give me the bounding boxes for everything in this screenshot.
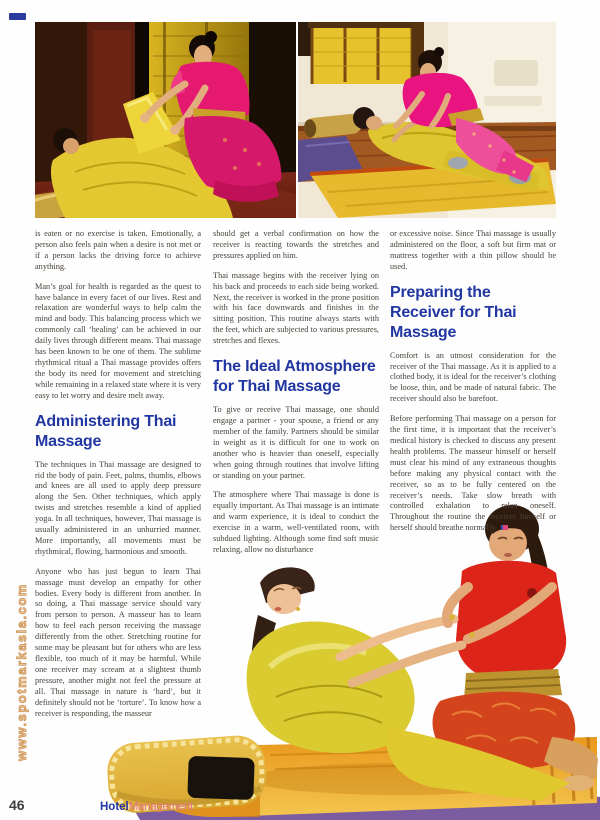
article-column-2 — [213, 229, 379, 565]
corner-tag — [9, 13, 26, 20]
paragraph: Thai massage begins with the receiver lying on his back and proceeds to each side being worked. Next, the receiver is worked in the prone position with his face downwards and finishes in the sitting position. This routine always starts with the feet, which are subjected to various pressures, stretches and flexes. — [213, 270, 379, 346]
paragraph: Man’s goal for health is regarded as the quest to have balance in every facet of our lives. Rest and relaxation are wonderful ways to help calm the mind and body. This balancing process which we commonly call ‘healing’ can be achieved in our daily lives through different means. Thai massage has been known to be one of them. The sublime rhythmical ritual a Thai massage provides offers the body its need for movement and stretching while remaining in a relaxed state where it is very easy to let worry and desire melt away. — [35, 281, 201, 400]
paragraph: should get a verbal confirmation on how the receiver is reacting towards the stretches and pressures applied on him. — [213, 229, 379, 260]
end-of-article-icon — [501, 525, 508, 530]
paragraph: or excessive noise. Since Thai massage is usually administered on the floor, a soft but firm mat or mattress together with a thin pillow should be used. — [390, 229, 556, 271]
photo-massage-leg-work-art — [298, 22, 556, 218]
photo-massage-leg-work — [298, 22, 556, 218]
page-number: 46 — [9, 797, 25, 813]
section-heading-preparing: Preparing the Receiver for Thai Massage — [390, 283, 517, 341]
paragraph — [390, 414, 556, 534]
paragraph: To give or receive Thai massage, one should engage a partner - your spouse, a friend or any member of the family. Partners should be similar in weight as it is difficult for one to work on another who is heavier than oneself, especially when going through routines that involve lifting or standing on your partner. — [213, 405, 379, 480]
paragraph: The atmosphere where Thai massage is done is equally important. As Thai massage is an intimate and warm experience, it is ideal to conduct the exercise in a warm, well-ventilated room, with subdued lighting. Although some find soft music relaxing, allow no disturbance — [213, 490, 379, 554]
paragraph: Anyone who has just begun to learn Thai massage must develop an empathy for other bodies. Every body is different from another. In so doing, a Thai massage service should vary from person to person. A masseur has to learn how to feel each person receiving the massage differently from the other. Stretching routine for some may be pleasant but for others who are less flexible, too much of it may be harmful. While one receiver may scream at a slightest thumb pressure, another might not feel the pressure at all. Thai massage in nature is ‘hard’, but it definitely should not be ‘torture’. To know how a receiver is responding, the masseur — [35, 566, 201, 718]
article-column-1 — [35, 229, 201, 728]
magazine-logo — [100, 801, 193, 813]
photo-massage-knee-press — [35, 22, 296, 218]
paragraph: is eaten or no exercise is taken. Emotionally, a person also feels pain when a desire is not met or if a person lacks the driving force to achieve anything. — [35, 229, 201, 271]
section-heading-administering: Administering Thai Massage — [35, 412, 177, 450]
paragraph: Comfort is an utmost consideration for the receiver of the Thai massage. As it is applied to a clothed body, it is ideal for the receiver’s clothing be loose, thin, and be made of natural fabric. The receiver should also be barefoot. — [390, 350, 556, 404]
watermark-vertical: www.spotmarkasia.com — [14, 583, 29, 761]
magazine-logo-hotel: Hotel — [100, 801, 129, 813]
article-column-3 — [390, 229, 556, 543]
paragraph: The techniques in Thai massage are designed to rid the body of pain. Feet, palms, thumbs, elbows and knees are all used to apply deep pressure along the Sen. Other techniques, which apply twists and stretches resemble a kind of applied yoga. In all techniques, however, Thai massage is usually administered in an unhurried manner. More importantly, all movements must be rhythmical, flowing, harmonious and smooth. — [35, 459, 201, 556]
magazine-logo-management: Management — [128, 801, 193, 813]
section-heading-atmosphere: The Ideal Atmosphere for Thai Massage — [213, 358, 376, 396]
paragraph-text: Before performing Thai massage on a person for the first time, it is important that the receiver’s medical history is checked to discuss any present health problems. The masseur himself or herself must clear his mind of any extraneous thoughts before making any physical contact with the receiver, so as to be fully centered on the receiver’s needs. Take slow breath with controlled exhalation to relax oneself. Throughout the routine the receiver himself or herself should breathe normally. — [390, 414, 556, 533]
photo-massage-knee-press-art — [35, 22, 296, 218]
